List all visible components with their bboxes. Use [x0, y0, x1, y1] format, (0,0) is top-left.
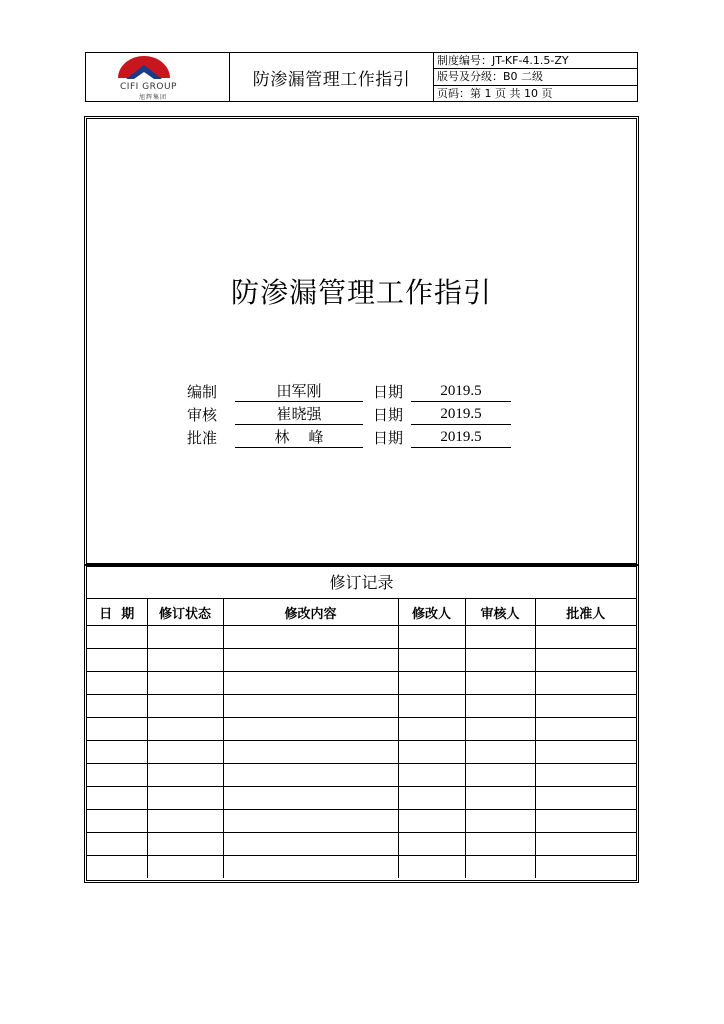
- table-cell: [465, 810, 535, 833]
- table-cell: [223, 672, 398, 695]
- table-cell: [535, 787, 636, 810]
- table-cell: [87, 741, 147, 764]
- table-cell: [465, 764, 535, 787]
- table-cell: [535, 649, 636, 672]
- doc-version: 版号及分级：B0 二级: [434, 69, 637, 85]
- table-cell: [465, 718, 535, 741]
- table-cell: [87, 833, 147, 856]
- table-row: [87, 810, 636, 833]
- signature-name: 崔晓强: [235, 404, 363, 425]
- table-cell: [87, 810, 147, 833]
- table-header-row: [87, 599, 636, 626]
- table-cell: [223, 856, 398, 879]
- table-cell: [398, 626, 465, 649]
- table-cell: [223, 626, 398, 649]
- table-cell: [147, 810, 223, 833]
- table-cell: [398, 695, 465, 718]
- table-cell: [398, 856, 465, 879]
- table-cell: [147, 695, 223, 718]
- table-cell: [87, 626, 147, 649]
- table-cell: [398, 672, 465, 695]
- logo-text-en: CIFI GROUP: [120, 82, 177, 92]
- table-cell: [87, 718, 147, 741]
- column-header-date: 日 期: [87, 599, 147, 626]
- page-number: 页码：第 1 页 共 10 页: [437, 86, 553, 100]
- header-meta: [434, 53, 637, 101]
- signature-row-prepared: [187, 379, 527, 402]
- date-label: 日期: [373, 429, 404, 447]
- table-cell: [398, 718, 465, 741]
- table-cell: [398, 741, 465, 764]
- table-cell: [398, 764, 465, 787]
- table-cell: [223, 833, 398, 856]
- table-cell: [147, 764, 223, 787]
- revision-title: 修订记录: [87, 567, 636, 599]
- signature-name: 田军刚: [235, 381, 363, 402]
- date-value: 2019.5: [411, 381, 511, 402]
- table-cell: [465, 649, 535, 672]
- table-cell: [87, 695, 147, 718]
- date-value: 2019.5: [411, 427, 511, 448]
- date-value: 2019.5: [411, 404, 511, 425]
- table-cell: [147, 833, 223, 856]
- table-cell: [398, 787, 465, 810]
- document-header: [85, 52, 638, 102]
- table-cell: [465, 856, 535, 879]
- table-cell: [465, 695, 535, 718]
- table-cell: [535, 626, 636, 649]
- signature-label: 审核: [187, 406, 218, 424]
- document-title: 防渗漏管理工作指引: [230, 276, 492, 309]
- table-cell: [223, 649, 398, 672]
- column-header-approver: 批准人: [535, 599, 636, 626]
- signature-row-approved: [187, 425, 527, 448]
- table-cell: [223, 764, 398, 787]
- logo-text-cn: 旭辉集团: [139, 94, 168, 101]
- column-header-content: 修改内容: [223, 599, 398, 626]
- table-cell: [465, 741, 535, 764]
- table-cell: [535, 833, 636, 856]
- table-cell: [535, 718, 636, 741]
- table-cell: [223, 787, 398, 810]
- table-cell: [535, 810, 636, 833]
- table-cell: [147, 856, 223, 879]
- table-cell: [465, 787, 535, 810]
- table-cell: [87, 672, 147, 695]
- table-cell: [147, 626, 223, 649]
- column-header-modifier: 修改人: [398, 599, 465, 626]
- signature-block: [187, 379, 527, 448]
- header-title: 防渗漏管理工作指引: [230, 53, 434, 101]
- table-cell: [465, 833, 535, 856]
- table-cell: [87, 787, 147, 810]
- table-cell: [535, 695, 636, 718]
- table-row: [87, 787, 636, 810]
- table-row: [87, 626, 636, 649]
- table-cell: [223, 695, 398, 718]
- table-row: [87, 764, 636, 787]
- table-cell: [398, 649, 465, 672]
- table-cell: [223, 810, 398, 833]
- column-header-status: 修订状态: [147, 599, 223, 626]
- revision-table-body: [87, 626, 636, 879]
- company-logo: [86, 53, 230, 101]
- table-cell: [147, 649, 223, 672]
- table-cell: [535, 856, 636, 879]
- table-cell: [223, 718, 398, 741]
- table-cell: [87, 649, 147, 672]
- table-cell: [223, 741, 398, 764]
- table-cell: [398, 810, 465, 833]
- date-label: 日期: [373, 383, 404, 401]
- signature-name: 林 峰: [235, 427, 363, 448]
- table-cell: [87, 764, 147, 787]
- revision-record: [84, 564, 639, 883]
- table-row: [87, 695, 636, 718]
- table-cell: [87, 856, 147, 879]
- table-cell: [535, 741, 636, 764]
- table-cell: [535, 764, 636, 787]
- doc-code: 制度编号：JT-KF-4.1.5-ZY: [434, 53, 637, 69]
- table-cell: [147, 741, 223, 764]
- column-header-reviewer: 审核人: [465, 599, 535, 626]
- table-cell: [398, 833, 465, 856]
- table-cell: [147, 672, 223, 695]
- signature-label: 编制: [187, 383, 218, 401]
- table-row: [87, 649, 636, 672]
- table-cell: [535, 672, 636, 695]
- cover-frame: [84, 116, 639, 566]
- table-row: [87, 856, 636, 879]
- table-cell: [465, 672, 535, 695]
- date-label: 日期: [373, 406, 404, 424]
- signature-label: 批准: [187, 429, 218, 447]
- table-cell: [147, 787, 223, 810]
- table-row: [87, 741, 636, 764]
- table-row: [87, 833, 636, 856]
- table-cell: [465, 626, 535, 649]
- signature-row-reviewed: [187, 402, 527, 425]
- cifi-logo-icon: [114, 56, 174, 82]
- revision-table: [87, 599, 636, 878]
- table-row: [87, 672, 636, 695]
- table-row: [87, 718, 636, 741]
- table-cell: [147, 718, 223, 741]
